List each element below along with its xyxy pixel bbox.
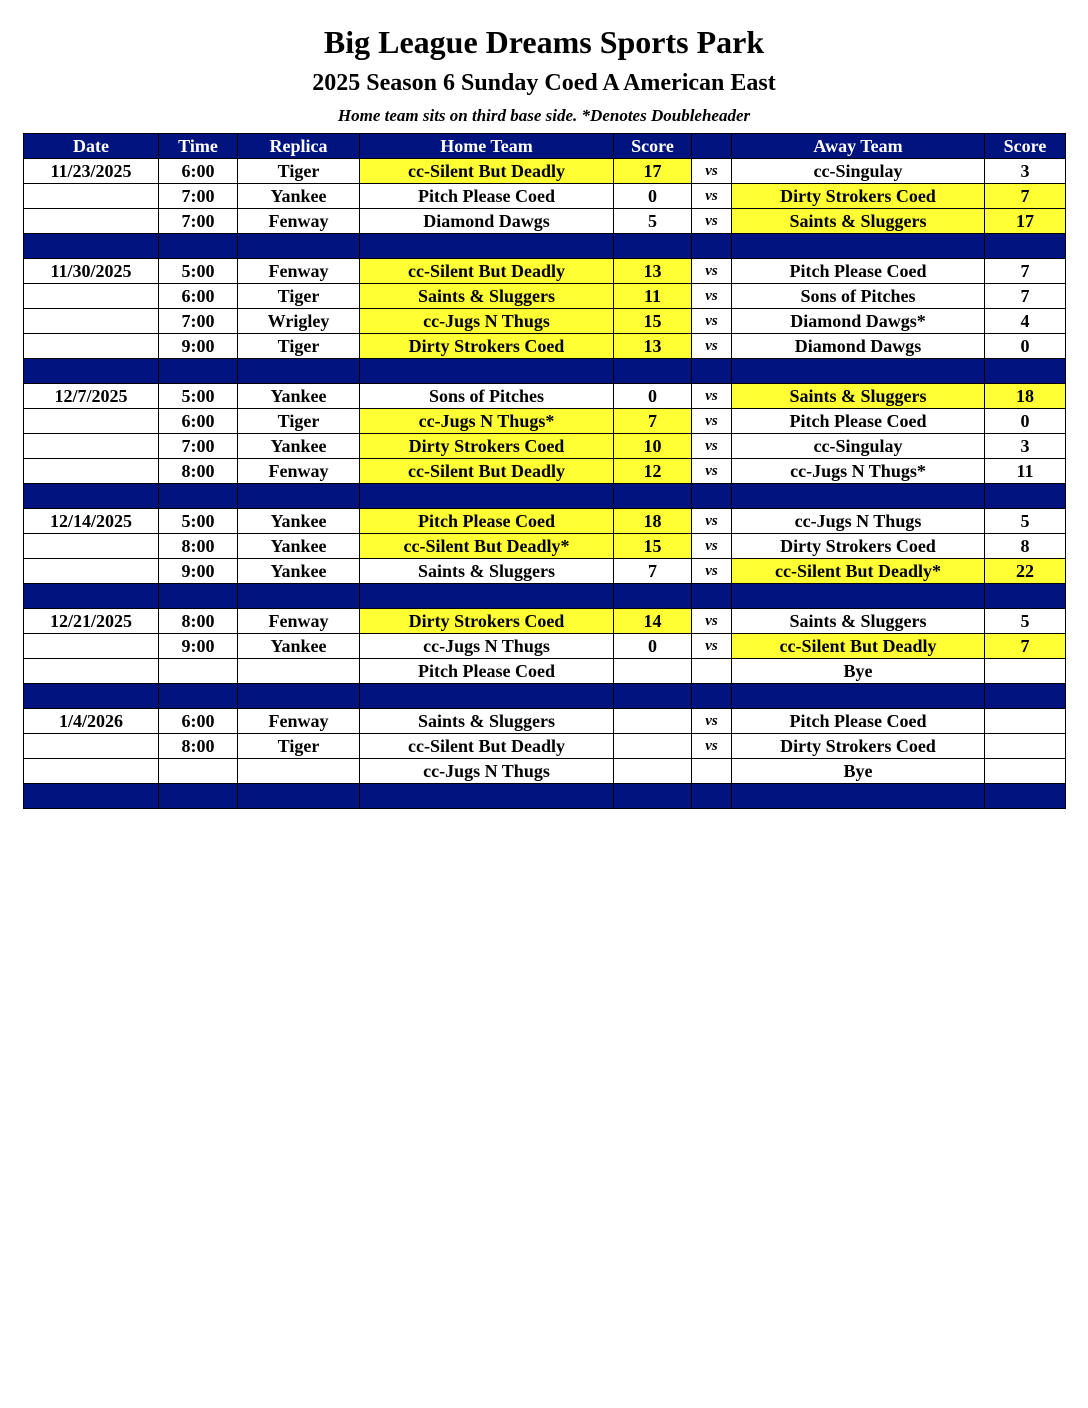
home-team: cc-Silent But Deadly xyxy=(360,159,614,184)
separator-cell xyxy=(24,359,159,384)
week-separator-row xyxy=(24,359,1066,384)
vs-label: vs xyxy=(692,409,732,434)
vs-label: vs xyxy=(692,609,732,634)
away-score: 7 xyxy=(985,259,1066,284)
away-team: Pitch Please Coed xyxy=(732,259,985,284)
separator-cell xyxy=(24,584,159,609)
column-header-time: Time xyxy=(159,134,238,159)
game-field: Fenway xyxy=(238,209,360,234)
separator-cell xyxy=(159,584,238,609)
separator-cell xyxy=(732,234,985,259)
away-team: Dirty Strokers Coed xyxy=(732,534,985,559)
game-time: 8:00 xyxy=(159,534,238,559)
column-header-replica: Replica xyxy=(238,134,360,159)
game-field: Yankee xyxy=(238,184,360,209)
home-team: cc-Silent But Deadly xyxy=(360,459,614,484)
home-score: 11 xyxy=(614,284,692,309)
vs-label: vs xyxy=(692,209,732,234)
schedule-note: Home team sits on third base side. *Denotes Doubleheader xyxy=(337,106,751,125)
game-time: 6:00 xyxy=(159,709,238,734)
away-team: Sons of Pitches xyxy=(732,284,985,309)
vs-label xyxy=(692,759,732,784)
page-subtitle: 2025 Season 6 Sunday Coed A American East xyxy=(312,70,776,96)
week-separator-row xyxy=(24,784,1066,809)
separator-cell xyxy=(732,359,985,384)
vs-label: vs xyxy=(692,259,732,284)
week-separator-row xyxy=(24,584,1066,609)
table-row xyxy=(24,709,1066,734)
game-time: 5:00 xyxy=(159,259,238,284)
away-team: Bye xyxy=(732,759,985,784)
table-row xyxy=(24,259,1066,284)
away-score xyxy=(985,659,1066,684)
table-row xyxy=(24,334,1066,359)
separator-cell xyxy=(732,484,985,509)
separator-cell xyxy=(732,784,985,809)
game-field xyxy=(238,759,360,784)
separator-cell xyxy=(238,584,360,609)
table-row xyxy=(24,384,1066,409)
table-row xyxy=(24,534,1066,559)
separator-cell xyxy=(692,484,732,509)
week-separator-row xyxy=(24,684,1066,709)
separator-cell xyxy=(238,234,360,259)
away-team: Bye xyxy=(732,659,985,684)
separator-cell xyxy=(159,684,238,709)
column-header-away-score: Score xyxy=(985,134,1066,159)
home-score: 0 xyxy=(614,184,692,209)
game-field: Wrigley xyxy=(238,309,360,334)
away-team: Dirty Strokers Coed xyxy=(732,184,985,209)
vs-label: vs xyxy=(692,734,732,759)
away-score: 18 xyxy=(985,384,1066,409)
separator-cell xyxy=(238,484,360,509)
separator-cell xyxy=(24,234,159,259)
home-score: 12 xyxy=(614,459,692,484)
away-score: 7 xyxy=(985,284,1066,309)
separator-cell xyxy=(732,684,985,709)
separator-cell xyxy=(985,584,1066,609)
vs-label: vs xyxy=(692,284,732,309)
table-row xyxy=(24,509,1066,534)
game-field: Yankee xyxy=(238,509,360,534)
separator-cell xyxy=(360,484,614,509)
home-team: cc-Silent But Deadly xyxy=(360,259,614,284)
table-row xyxy=(24,434,1066,459)
game-date xyxy=(24,284,159,309)
table-row xyxy=(24,184,1066,209)
separator-cell xyxy=(159,234,238,259)
away-team: cc-Jugs N Thugs* xyxy=(732,459,985,484)
home-team: Diamond Dawgs xyxy=(360,209,614,234)
game-time: 5:00 xyxy=(159,509,238,534)
game-field: Fenway xyxy=(238,259,360,284)
away-team: Pitch Please Coed xyxy=(732,409,985,434)
separator-cell xyxy=(692,234,732,259)
schedule-body xyxy=(24,159,1066,809)
game-time: 6:00 xyxy=(159,409,238,434)
page-title: Big League Dreams Sports Park xyxy=(323,24,765,60)
separator-cell xyxy=(985,484,1066,509)
table-row xyxy=(24,759,1066,784)
away-score: 4 xyxy=(985,309,1066,334)
separator-cell xyxy=(360,359,614,384)
home-team: cc-Jugs N Thugs* xyxy=(360,409,614,434)
game-time: 6:00 xyxy=(159,284,238,309)
week-separator-row xyxy=(24,234,1066,259)
game-date xyxy=(24,459,159,484)
separator-cell xyxy=(692,684,732,709)
game-field: Fenway xyxy=(238,459,360,484)
separator-cell xyxy=(614,484,692,509)
away-score xyxy=(985,709,1066,734)
game-time: 7:00 xyxy=(159,434,238,459)
game-date xyxy=(24,309,159,334)
home-team: Pitch Please Coed xyxy=(360,659,614,684)
home-score: 15 xyxy=(614,309,692,334)
game-field: Yankee xyxy=(238,534,360,559)
separator-cell xyxy=(238,784,360,809)
game-date xyxy=(24,659,159,684)
game-time: 9:00 xyxy=(159,334,238,359)
home-team: Dirty Strokers Coed xyxy=(360,434,614,459)
home-team: Pitch Please Coed xyxy=(360,509,614,534)
vs-label: vs xyxy=(692,184,732,209)
game-field: Tiger xyxy=(238,409,360,434)
away-team: Dirty Strokers Coed xyxy=(732,734,985,759)
home-score: 0 xyxy=(614,384,692,409)
game-field: Tiger xyxy=(238,334,360,359)
vs-label: vs xyxy=(692,159,732,184)
game-date xyxy=(24,334,159,359)
separator-cell xyxy=(732,584,985,609)
away-score: 7 xyxy=(985,634,1066,659)
table-row xyxy=(24,409,1066,434)
table-row xyxy=(24,209,1066,234)
vs-label: vs xyxy=(692,709,732,734)
home-team: cc-Silent But Deadly* xyxy=(360,534,614,559)
game-time: 8:00 xyxy=(159,609,238,634)
separator-cell xyxy=(24,784,159,809)
home-score xyxy=(614,734,692,759)
game-time: 5:00 xyxy=(159,384,238,409)
game-date: 11/30/2025 xyxy=(24,259,159,284)
game-field: Tiger xyxy=(238,159,360,184)
separator-cell xyxy=(614,784,692,809)
week-separator-row xyxy=(24,484,1066,509)
game-date xyxy=(24,734,159,759)
game-time: 6:00 xyxy=(159,159,238,184)
vs-label xyxy=(692,659,732,684)
column-header-home-team: Home Team xyxy=(360,134,614,159)
game-field: Fenway xyxy=(238,709,360,734)
away-team: Diamond Dawgs xyxy=(732,334,985,359)
separator-cell xyxy=(159,359,238,384)
game-time: 7:00 xyxy=(159,209,238,234)
table-row xyxy=(24,459,1066,484)
away-score xyxy=(985,734,1066,759)
away-score: 3 xyxy=(985,159,1066,184)
table-row xyxy=(24,559,1066,584)
game-date xyxy=(24,209,159,234)
away-score: 5 xyxy=(985,609,1066,634)
away-score: 17 xyxy=(985,209,1066,234)
game-date xyxy=(24,409,159,434)
game-date xyxy=(24,634,159,659)
game-date: 11/23/2025 xyxy=(24,159,159,184)
home-score xyxy=(614,709,692,734)
game-field: Yankee xyxy=(238,434,360,459)
away-score: 0 xyxy=(985,409,1066,434)
separator-cell xyxy=(159,484,238,509)
home-score: 7 xyxy=(614,559,692,584)
game-field: Yankee xyxy=(238,384,360,409)
game-date: 12/21/2025 xyxy=(24,609,159,634)
separator-cell xyxy=(360,234,614,259)
table-row xyxy=(24,284,1066,309)
vs-label: vs xyxy=(692,384,732,409)
home-score: 14 xyxy=(614,609,692,634)
game-field: Yankee xyxy=(238,634,360,659)
column-header-vs xyxy=(692,134,732,159)
home-score: 5 xyxy=(614,209,692,234)
away-score: 8 xyxy=(985,534,1066,559)
game-date: 12/7/2025 xyxy=(24,384,159,409)
separator-cell xyxy=(159,784,238,809)
table-row xyxy=(24,159,1066,184)
home-score: 0 xyxy=(614,634,692,659)
game-date xyxy=(24,534,159,559)
home-score xyxy=(614,659,692,684)
separator-cell xyxy=(692,784,732,809)
away-team: cc-Silent But Deadly* xyxy=(732,559,985,584)
game-date: 12/14/2025 xyxy=(24,509,159,534)
separator-cell xyxy=(238,359,360,384)
vs-label: vs xyxy=(692,559,732,584)
away-team: cc-Singulay xyxy=(732,159,985,184)
separator-cell xyxy=(985,234,1066,259)
home-score: 17 xyxy=(614,159,692,184)
separator-cell xyxy=(614,359,692,384)
away-score: 3 xyxy=(985,434,1066,459)
home-team: Dirty Strokers Coed xyxy=(360,334,614,359)
table-row xyxy=(24,609,1066,634)
game-time: 8:00 xyxy=(159,734,238,759)
away-team: Saints & Sluggers xyxy=(732,384,985,409)
home-team: Pitch Please Coed xyxy=(360,184,614,209)
column-header-away-team: Away Team xyxy=(732,134,985,159)
home-team: Saints & Sluggers xyxy=(360,559,614,584)
home-score xyxy=(614,759,692,784)
schedule-table xyxy=(23,133,1066,809)
separator-cell xyxy=(985,784,1066,809)
home-score: 7 xyxy=(614,409,692,434)
game-date xyxy=(24,434,159,459)
home-team: cc-Jugs N Thugs xyxy=(360,634,614,659)
game-time: 9:00 xyxy=(159,634,238,659)
separator-cell xyxy=(360,684,614,709)
home-score: 13 xyxy=(614,334,692,359)
game-date xyxy=(24,759,159,784)
game-time: 8:00 xyxy=(159,459,238,484)
column-header-date: Date xyxy=(24,134,159,159)
game-field xyxy=(238,659,360,684)
separator-cell xyxy=(238,684,360,709)
home-team: Dirty Strokers Coed xyxy=(360,609,614,634)
away-score: 22 xyxy=(985,559,1066,584)
separator-cell xyxy=(24,484,159,509)
table-row xyxy=(24,734,1066,759)
vs-label: vs xyxy=(692,634,732,659)
away-team: cc-Silent But Deadly xyxy=(732,634,985,659)
game-time: 7:00 xyxy=(159,184,238,209)
separator-cell xyxy=(692,359,732,384)
vs-label: vs xyxy=(692,309,732,334)
game-field: Tiger xyxy=(238,284,360,309)
away-score xyxy=(985,759,1066,784)
home-team: cc-Silent But Deadly xyxy=(360,734,614,759)
vs-label: vs xyxy=(692,534,732,559)
game-date xyxy=(24,559,159,584)
home-team: Sons of Pitches xyxy=(360,384,614,409)
away-score: 5 xyxy=(985,509,1066,534)
home-team: Saints & Sluggers xyxy=(360,284,614,309)
away-team: Diamond Dawgs* xyxy=(732,309,985,334)
away-score: 7 xyxy=(985,184,1066,209)
separator-cell xyxy=(985,684,1066,709)
game-field: Fenway xyxy=(238,609,360,634)
away-score: 11 xyxy=(985,459,1066,484)
away-team: cc-Jugs N Thugs xyxy=(732,509,985,534)
vs-label: vs xyxy=(692,434,732,459)
separator-cell xyxy=(360,584,614,609)
separator-cell xyxy=(360,784,614,809)
away-team: Saints & Sluggers xyxy=(732,209,985,234)
game-time: 7:00 xyxy=(159,309,238,334)
game-date: 1/4/2026 xyxy=(24,709,159,734)
separator-cell xyxy=(614,584,692,609)
home-score: 10 xyxy=(614,434,692,459)
home-score: 13 xyxy=(614,259,692,284)
home-score: 18 xyxy=(614,509,692,534)
home-score: 15 xyxy=(614,534,692,559)
game-field: Yankee xyxy=(238,559,360,584)
game-time xyxy=(159,759,238,784)
game-time xyxy=(159,659,238,684)
separator-cell xyxy=(24,684,159,709)
separator-cell xyxy=(985,359,1066,384)
home-team: cc-Jugs N Thugs xyxy=(360,309,614,334)
vs-label: vs xyxy=(692,334,732,359)
vs-label: vs xyxy=(692,459,732,484)
game-date xyxy=(24,184,159,209)
away-team: cc-Singulay xyxy=(732,434,985,459)
vs-label: vs xyxy=(692,509,732,534)
away-score: 0 xyxy=(985,334,1066,359)
separator-cell xyxy=(692,584,732,609)
home-team: Saints & Sluggers xyxy=(360,709,614,734)
column-header-home-score: Score xyxy=(614,134,692,159)
game-time: 9:00 xyxy=(159,559,238,584)
separator-cell xyxy=(614,234,692,259)
away-team: Pitch Please Coed xyxy=(732,709,985,734)
header-row xyxy=(24,134,1066,159)
separator-cell xyxy=(614,684,692,709)
away-team: Saints & Sluggers xyxy=(732,609,985,634)
home-team: cc-Jugs N Thugs xyxy=(360,759,614,784)
game-field: Tiger xyxy=(238,734,360,759)
table-row xyxy=(24,309,1066,334)
table-row xyxy=(24,634,1066,659)
table-row xyxy=(24,659,1066,684)
